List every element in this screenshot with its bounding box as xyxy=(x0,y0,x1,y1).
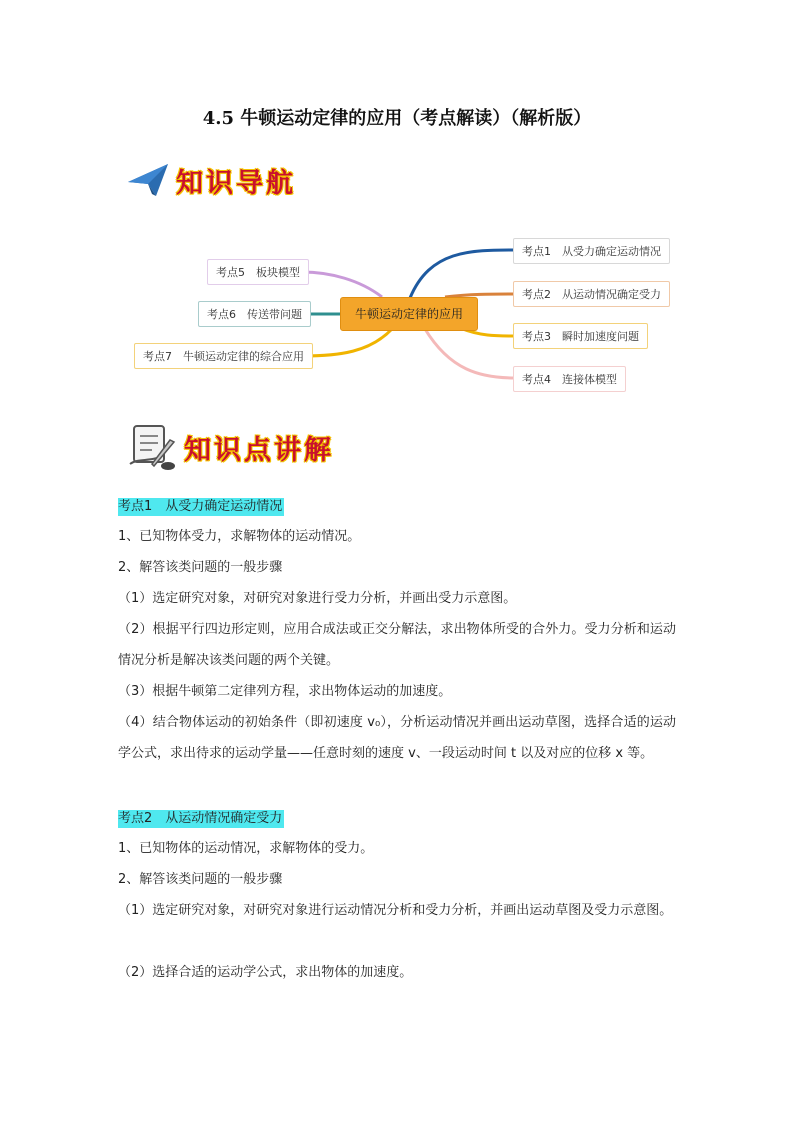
paragraph: （3）根据牛顿第二定律列方程，求出物体运动的加速度。 xyxy=(118,684,452,699)
paragraph: 2、解答该类问题的一般步骤 xyxy=(118,872,283,887)
scroll-quill-icon xyxy=(124,420,180,474)
mindmap-center-node: 牛顿运动定律的应用 xyxy=(340,297,478,331)
knowledge-nav-title: 知识导航 xyxy=(176,167,296,199)
section-heading-kd2: 考点2 从运动情况确定受力 xyxy=(118,811,283,826)
mindmap-node-kd5: 考点5 板块模型 xyxy=(207,259,309,285)
paragraph: 2、解答该类问题的一般步骤 xyxy=(118,560,283,575)
paragraph: （2）根据平行四边形定则，应用合成法或正交分解法，求出物体所受的合外力。受力分析和运动情况分析是解决该类问题的两个关键。 xyxy=(118,622,676,668)
paragraph: 1、已知物体受力，求解物体的运动情况。 xyxy=(118,529,361,544)
paragraph: （1）选定研究对象，对研究对象进行受力分析，并画出受力示意图。 xyxy=(118,591,517,606)
knowledge-points-title: 知识点讲解 xyxy=(184,434,334,466)
mindmap-node-kd4: 考点4 连接体模型 xyxy=(513,366,626,392)
paragraph: （2）选择合适的运动学公式，求出物体的加速度。 xyxy=(118,965,413,980)
mindmap-node-kd1: 考点1 从受力确定运动情况 xyxy=(513,238,670,264)
page-title: 4.5 牛顿运动定律的应用（考点解读）（解析版） xyxy=(202,108,592,129)
mindmap-node-kd3: 考点3 瞬时加速度问题 xyxy=(513,323,648,349)
connector-kd1 xyxy=(410,250,515,298)
knowledge-nav-banner xyxy=(126,160,296,200)
paragraph: 1、已知物体的运动情况，求解物体的受力。 xyxy=(118,841,374,856)
connector-kd7 xyxy=(302,329,392,356)
paragraph: （1）选定研究对象，对研究对象进行运动情况分析和受力分析，并画出运动草图及受力示意图。 xyxy=(118,903,673,918)
section-heading-kd1: 考点1 从受力确定运动情况 xyxy=(118,499,283,514)
paragraph: （4）结合物体运动的初始条件（即初速度 v₀），分析运动情况并画出运动草图，选择合适的运动学公式，求出待求的运动学量——任意时刻的速度 v、一段运动时间 t 以及对应的位移 x 等。 xyxy=(118,715,676,761)
connector-kd5 xyxy=(302,272,382,297)
paper-plane-icon xyxy=(126,160,170,200)
mindmap-node-kd6: 考点6 传送带问题 xyxy=(198,301,311,327)
mindmap-node-kd7: 考点7 牛顿运动定律的综合应用 xyxy=(134,343,313,369)
mindmap-node-kd2: 考点2 从运动情况确定受力 xyxy=(513,281,670,307)
knowledge-points-banner xyxy=(124,420,334,474)
